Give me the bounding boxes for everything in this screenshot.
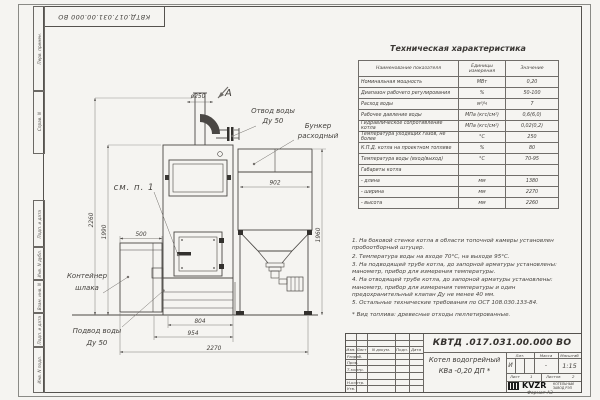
water-inlet-label-1: Подвод воды [72, 327, 122, 335]
row-tkontr: Т.контр. [347, 366, 364, 372]
bunker-label-2: расходный [297, 132, 339, 140]
frame-strip-podp-data-2: Подп. и дата [33, 312, 45, 348]
title-block [345, 333, 582, 393]
table-row: Диапазон рабочего регулирования % 50-100 [359, 88, 559, 99]
col-docnum: N докум. [371, 347, 391, 352]
fuel-bunker [235, 149, 312, 315]
spec-header-name: Наименование показателя [359, 61, 459, 77]
dim-902: 902 [269, 180, 281, 187]
top-stamp-doc-number: КВТД.017.031.00.000 ВО [43, 6, 165, 27]
col-podp: Подп. [396, 347, 408, 352]
spec-header-units: Единицы измерения [459, 61, 506, 77]
frame-strip-perv-primen: Перв. примен. [33, 6, 45, 92]
note-line: 2. Температура воды на входе 70°С, на выходе 95°С. [352, 253, 510, 260]
frame-strip-sprav-n: Справ. N [33, 90, 45, 154]
spec-header-row [359, 61, 559, 77]
dim-2260: 2260 [89, 212, 95, 228]
dim-2270: 2270 [206, 346, 222, 352]
lit-label: Лит. [515, 353, 525, 358]
row-utv: Утв. [347, 386, 356, 391]
note-line: 1. На боковой стенке котла в области топочной камеры установлен пробоотборный штуцер. [352, 238, 554, 252]
sheet-value: 1 [530, 374, 533, 379]
table-row: - высота мм 2260 [359, 198, 559, 209]
note-line: 5. Остальные технические требования по ОСТ 108.030.133-84. [352, 300, 538, 307]
technical-notes [352, 238, 564, 321]
note-line: 3. На подводящей трубе котла, до запорной арматуры установлены: манометр, прибор для измерения температуры. [352, 261, 557, 276]
dim-1990: 1990 [102, 224, 108, 240]
mass-value: - [544, 362, 548, 369]
note-line: 4. На отводящей трубе котла, до запорной арматуры установлены: манометр, прибор для измерения температуры и один предохранительный клапан Ду не менее 40 мм. [352, 277, 553, 298]
kvzr-logo-text: KVZR [522, 381, 547, 390]
dia-250-label: ø250 [190, 94, 206, 100]
col-izm: Изм. [346, 347, 356, 352]
kvzr-logo-icon [508, 382, 519, 390]
scale-value: 1:15 [562, 362, 577, 370]
view-a-label: А [225, 88, 232, 99]
fuel-type-note: * Вид топлива: древесные отходы пеллетированные. [352, 312, 511, 319]
dim-954: 954 [187, 331, 199, 337]
doc-number: КВТД .017.031.00.000 ВО [432, 338, 572, 348]
row-nkontr: Н.контр. [347, 380, 365, 385]
sheets-label: Листов [546, 374, 561, 379]
boiler-drawing [42, 80, 354, 365]
pipe-elbow [200, 118, 216, 134]
dim-804: 804 [194, 319, 206, 325]
table-row: Температура воды (вход/выход) °С 70-95 [359, 154, 559, 165]
dim-1960: 1960 [316, 227, 322, 243]
water-outlet-label-1: Отвод воды [251, 107, 295, 115]
col-data: Дата [410, 347, 422, 352]
frame-strip-inv-podl: Инв. N подл. [33, 346, 45, 393]
water-outlet-label-2: Ду 50 [262, 117, 284, 125]
sheet-label: Лист [510, 374, 520, 379]
dim-500: 500 [135, 232, 147, 238]
spec-table [358, 60, 559, 209]
slag-container [120, 243, 162, 312]
spec-header-value: Значение [506, 61, 559, 77]
slag-container-label-2: шлака [75, 284, 99, 292]
water-inlet-label-2: Ду 50 [86, 339, 108, 347]
table-row: - длина мм 1380 [359, 176, 559, 187]
kvzr-logo-subtitle: КОТЕЛЬНЫЙ ЗАВОД РЭП [553, 382, 574, 390]
col-list: Лист [356, 347, 367, 352]
lit-value: И [508, 362, 513, 369]
table-row: - ширина мм 2270 [359, 187, 559, 198]
row-prov: Пров. [347, 360, 359, 365]
frame-strip-vzam-inv: Взам. инв. N [33, 279, 45, 314]
table-row: Рабочее давление воды МПа (кгс/см²) 0,6(6,0) [359, 110, 559, 121]
table-row: Габариты котла [359, 165, 559, 176]
bunker-label-1: Бункер [304, 122, 332, 130]
product-name: Котел водогрейный КВа -0,20 ДП * [428, 356, 501, 375]
frame-strip-inv-dubl: Инв. N дубл. [33, 246, 45, 281]
spec-table-title: Техническая характеристика [390, 44, 526, 53]
see-note-label: см. п. 1 [113, 183, 155, 193]
chimney-and-outlet-pipe [193, 93, 239, 145]
frame-strip-podp-data-1: Подп. и дата [33, 200, 45, 248]
table-row: Номинальная мощность МВт 0,20 [359, 77, 559, 88]
mass-label: Масса [539, 353, 553, 358]
table-row: Температура уходящих газов, не более °С 250 [359, 132, 559, 143]
sheets-value: 2 [572, 374, 575, 379]
dimension-lines [95, 98, 326, 355]
scale-label: Масштаб [560, 353, 579, 358]
row-razrab: Разраб. [347, 354, 363, 359]
table-row: Гидравлическое сопротивление котла МПа (кгс/см²) 0,02(0,2) [359, 121, 559, 132]
table-row: К.П.Д. котла на проектном топливе % 80 [359, 143, 559, 154]
table-row: Расход воды м³/ч 7 [359, 99, 559, 110]
slag-container-label-1: Контейнер [66, 272, 108, 280]
format-label: Формат А3 [527, 391, 553, 396]
